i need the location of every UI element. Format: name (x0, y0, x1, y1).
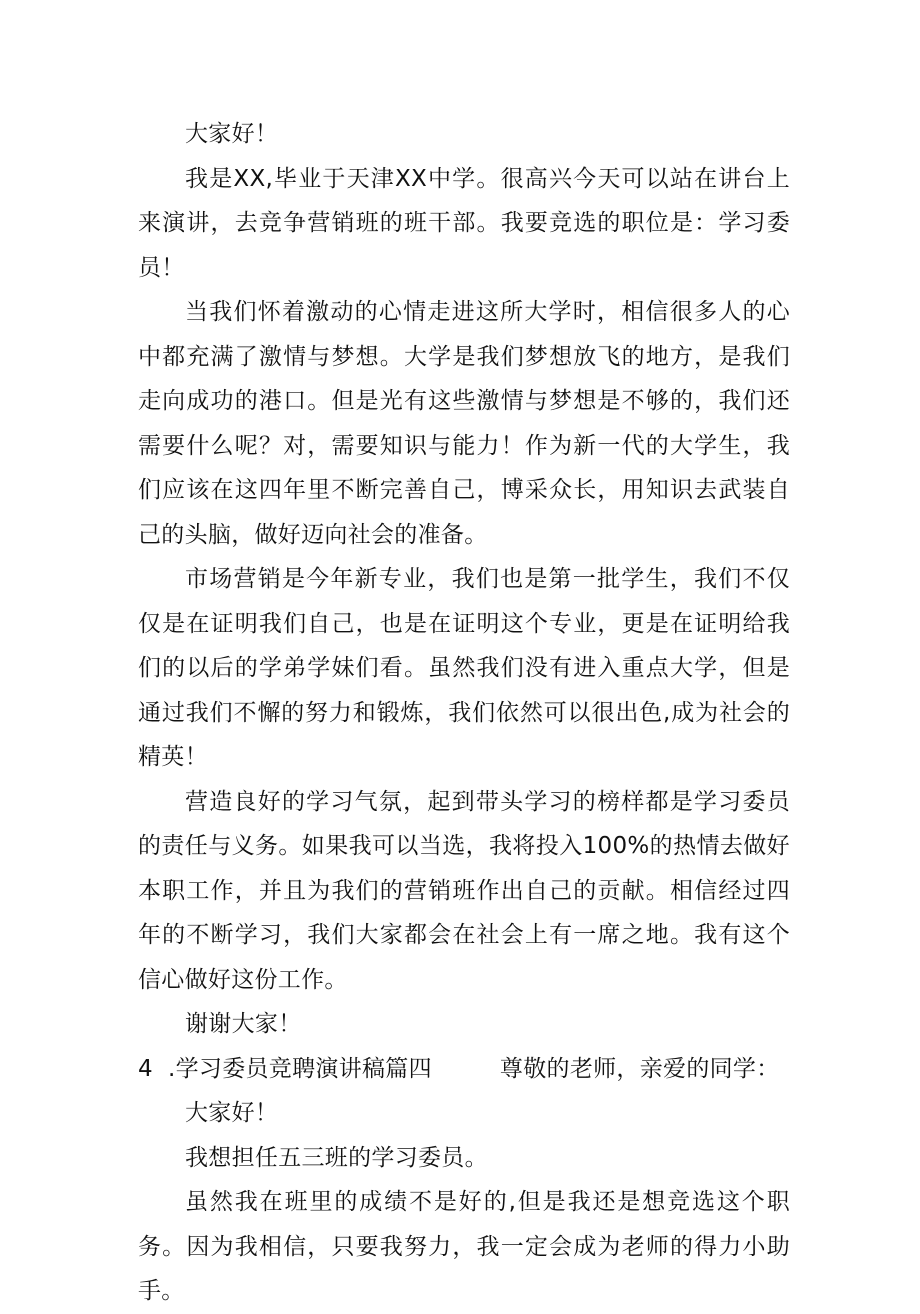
section-heading (138, 1047, 790, 1092)
paragraph-wish: 我想担任五三班的学习委员。 (185, 1144, 488, 1171)
document-body (138, 112, 790, 1314)
section-number: 4 (138, 1055, 153, 1082)
paragraph-duty: 营造良好的学习气氛，起到带头学习的榜样都是学习委员的责任与义务。如果我可以当选，我将投入100%的热情去做好本职工作，并且为我们的营销班作出自己的贡献。相信经过四年的不断学习，我们大家都会在社会上有一席之地。我有这个信心做好这份工作。 (138, 788, 790, 993)
paragraph-intro: 我是XX,毕业于天津XX中学。很高兴今天可以站在讲台上来演讲，去竞争营销班的班干部。我要竞选的职位是：学习委员！ (138, 165, 790, 281)
paragraph-thanks: 谢谢大家！ (185, 1011, 302, 1037)
paragraph-dreams: 当我们怀着激动的心情走进这所大学时，相信很多人的心中都充满了激情与梦想。大学是我们梦想放飞的地方，是我们走向成功的港口。但是光有这些激情与梦想是不够的，我们还需要什么呢？对，需要知识与能力！作为新一代的大学生，我们应该在这四年里不断完善自己，博采众长，用知识去武装自己的头脑，做好迈向社会的准备。 (138, 299, 790, 548)
paragraph-greeting-2: 大家好！ (185, 1100, 279, 1126)
paragraph-effort: 虽然我在班里的成绩不是好的,但是我还是想竞选这个职务。因为我相信，只要我努力，我一定会成为老师的得力小助手。 (138, 1189, 790, 1304)
paragraph-greeting: 大家好！ (185, 121, 279, 147)
paragraph-major: 市场营销是今年新专业，我们也是第一批学生，我们不仅仅是在证明我们自己，也是在证明这个专业，更是在证明给我们的以后的学弟学妹们看。虽然我们没有进入重点大学，但是通过我们不懈的努力和锻炼，我们依然可以很出色,成为社会的精英！ (138, 566, 790, 770)
section-salutation: 尊敬的老师，亲爱的同学： (499, 1055, 780, 1082)
section-title: .学习委员竞聘演讲稿篇四 (168, 1055, 432, 1082)
